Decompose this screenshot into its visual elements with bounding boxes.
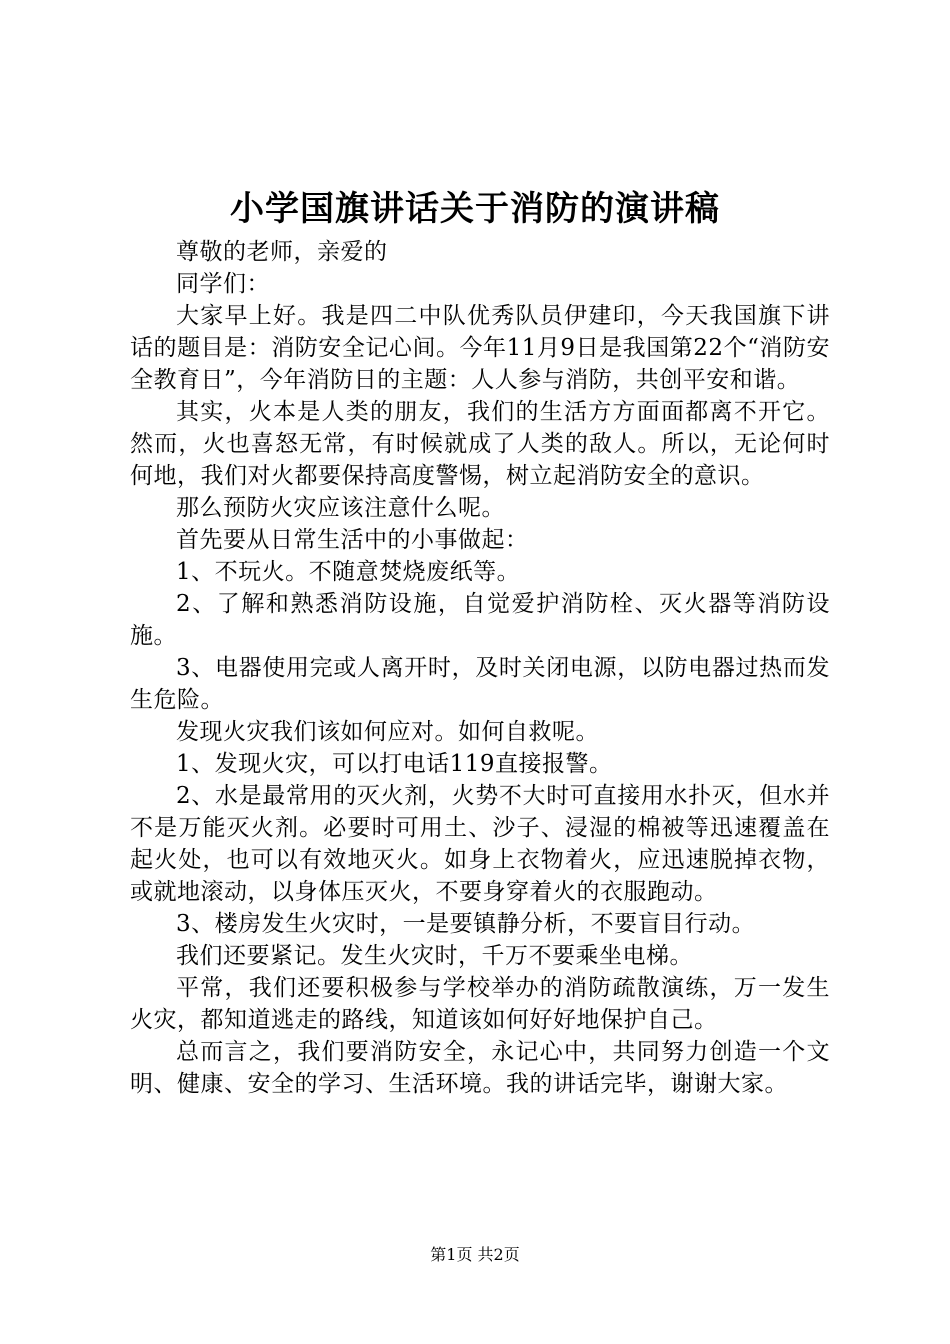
page-number-footer: 第1页 共2页 (430, 1245, 520, 1264)
paragraph: 首先要从日常生活中的小事做起： (176, 527, 529, 553)
paragraph: 发现火灾我们该如何应对。如何自救呢。 (176, 719, 599, 745)
paragraph: 那么预防火灾应该注意什么呢。 (176, 495, 505, 521)
list-item: 3、楼房发生火灾时，一是要镇静分析，不要盲目行动。 (176, 911, 756, 937)
paragraph: 尊敬的老师，亲爱的 (176, 239, 388, 265)
list-item: 2、水是最常用的灭火剂，火势不大时可直接用水扑灭，但水并不是万能灭火剂。必要时可用土、沙子、浸湿的棉被等迅速覆盖在起火处，也可以有效地灭火。如身上衣物着火，应迅速脱掉衣物，或就地滚动，以身体压灭火，不要身穿着火的衣服跑动。 (130, 783, 830, 905)
document-body (130, 236, 830, 1100)
list-item: 2、了解和熟悉消防设施，自觉爱护消防栓、灭火器等消防设施。 (130, 591, 830, 649)
paragraph: 平常，我们还要积极参与学校举办的消防疏散演练，万一发生火灾，都知道逃走的路线，知道该如何好好地保护自己。 (130, 975, 830, 1033)
list-item: 1、不玩火。不随意焚烧废纸等。 (176, 559, 521, 585)
paragraph: 总而言之，我们要消防安全，永记心中，共同努力创造一个文明、健康、安全的学习、生活环境。我的讲话完毕，谢谢大家。 (130, 1039, 830, 1097)
list-item: 3、电器使用完或人离开时，及时关闭电源，以防电器过热而发生危险。 (130, 655, 830, 713)
paragraph: 大家早上好。我是四二中队优秀队员伊建印，今天我国旗下讲话的题目是：消防安全记心间。今年11月9日是我国第22个“消防安全教育日”，今年消防日的主题：人人参与消防，共创平安和谐。 (130, 303, 830, 393)
paragraph: 其实，火本是人类的朋友，我们的生活方方面面都离不开它。然而，火也喜怒无常，有时候就成了人类的敌人。所以，无论何时何地，我们对火都要保持高度警惕，树立起消防安全的意识。 (130, 399, 830, 489)
paragraph: 我们还要紧记。发生火灾时，千万不要乘坐电梯。 (176, 943, 693, 969)
paragraph: 同学们： (176, 271, 270, 297)
list-item: 1、发现火灾，可以打电话119直接报警。 (176, 751, 613, 777)
document-title: 小学国旗讲话关于消防的演讲稿 (230, 189, 720, 229)
